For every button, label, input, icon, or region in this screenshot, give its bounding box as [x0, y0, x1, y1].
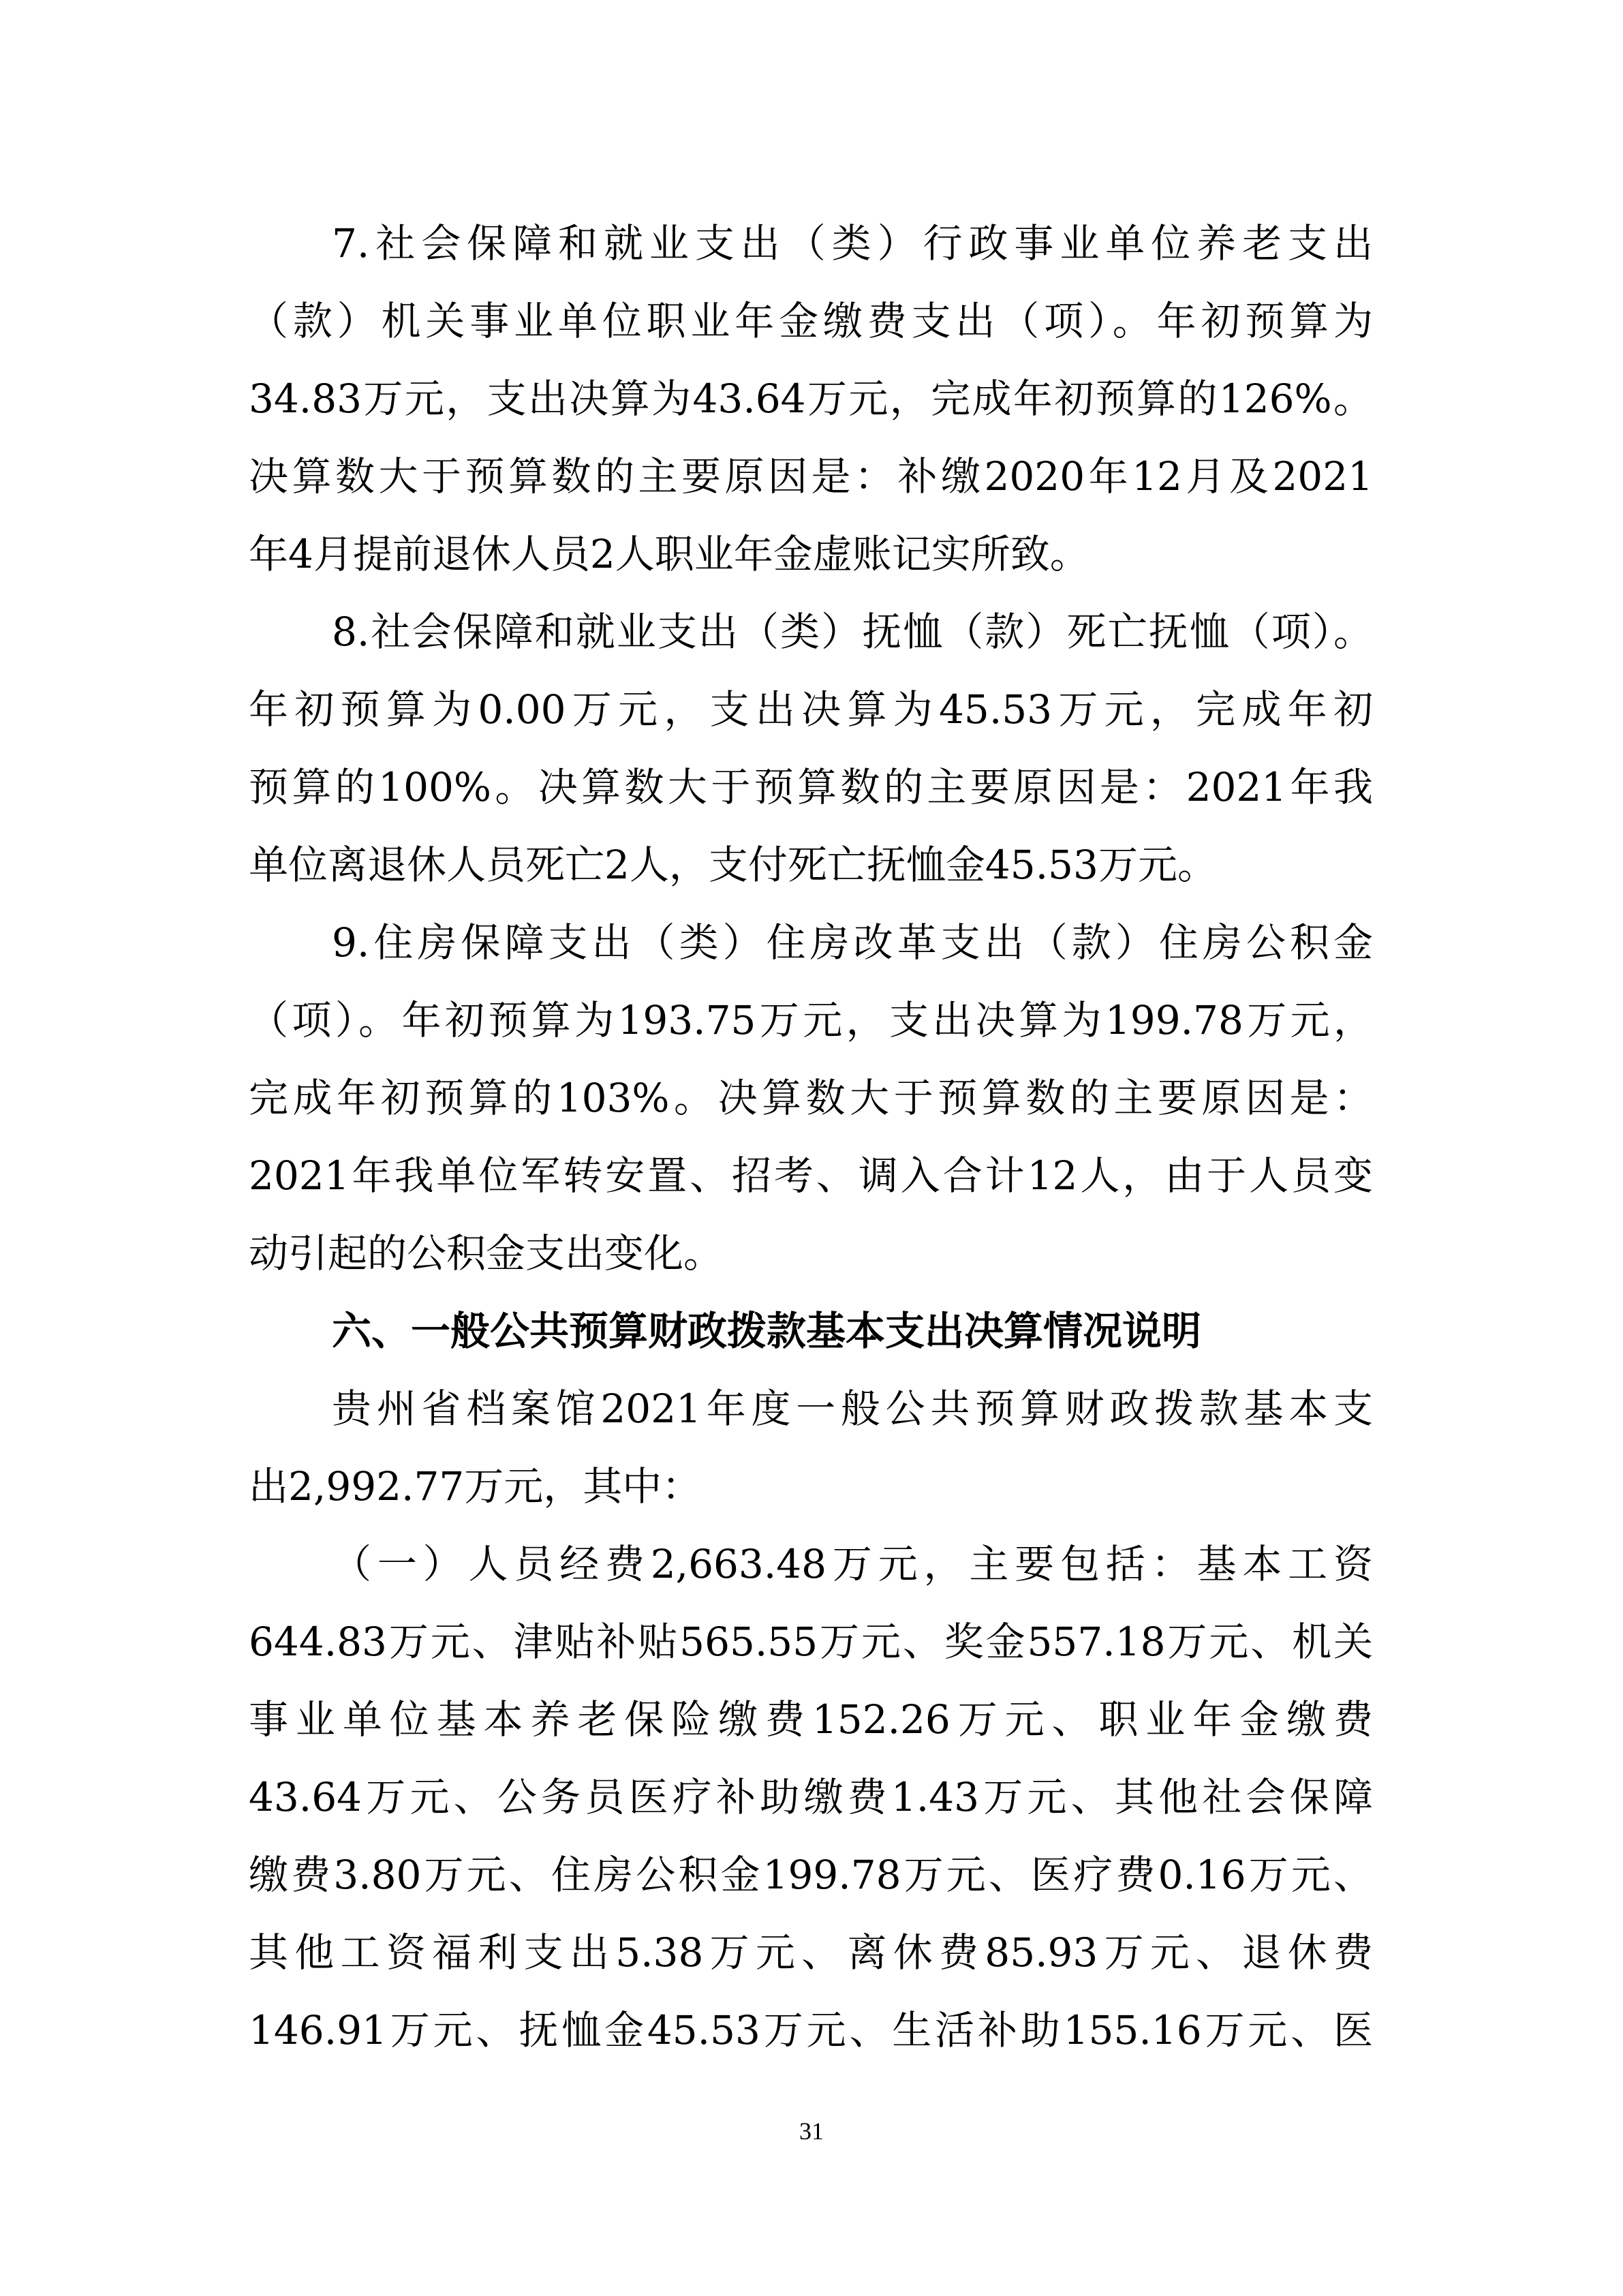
- paragraph-7-line-3: 34.83万元，支出决算为43.64万元，完成年初预算的126%。: [249, 376, 1373, 422]
- paragraph-7-line-1: 7.社会保障和就业支出（类）行政事业单位养老支出: [332, 220, 1373, 266]
- paragraph-7-line-2: （款）机关事业单位职业年金缴费支出（项）。年初预算为: [249, 298, 1373, 344]
- personnel-costs-line-7: 146.91万元、抚恤金45.53万元、生活补助155.16万元、医: [249, 2007, 1373, 2053]
- paragraph-8-line-4: 单位离退休人员死亡2人，支付死亡抚恤金45.53万元。: [249, 842, 1217, 888]
- personnel-costs-line-1: （一）人员经费2,663.48万元，主要包括：基本工资: [332, 1541, 1373, 1587]
- personnel-costs-line-5: 缴费3.80万元、住房公积金199.78万元、医疗费0.16万元、: [249, 1852, 1373, 1898]
- section-intro-line-2: 出2,992.77万元，其中：: [249, 1463, 702, 1510]
- paragraph-7-line-5: 年4月提前退休人员2人职业年金虚账记实所致。: [249, 531, 1089, 577]
- paragraph-9-line-1: 9.住房保障支出（类）住房改革支出（款）住房公积金: [332, 919, 1373, 966]
- paragraph-8-line-1: 8.社会保障和就业支出（类）抚恤（款）死亡抚恤（项）。: [332, 609, 1373, 655]
- section-heading: 六、一般公共预算财政拨款基本支出决算情况说明: [332, 1308, 1202, 1354]
- personnel-costs-line-2: 644.83万元、津贴补贴565.55万元、奖金557.18万元、机关: [249, 1619, 1373, 1665]
- paragraph-9-line-2: （项）。年初预算为193.75万元，支出决算为199.78万元，: [249, 997, 1373, 1043]
- page-number: 31: [799, 2117, 824, 2145]
- personnel-costs-line-4: 43.64万元、公务员医疗补助缴费1.43万元、其他社会保障: [249, 1774, 1373, 1820]
- paragraph-8-line-3: 预算的100%。决算数大于预算数的主要原因是：2021年我: [249, 764, 1373, 810]
- paragraph-7-line-4: 决算数大于预算数的主要原因是：补缴2020年12月及2021: [249, 453, 1373, 500]
- paragraph-9-line-5: 动引起的公积金支出变化。: [249, 1230, 724, 1276]
- personnel-costs-line-3: 事业单位基本养老保险缴费152.26万元、职业年金缴费: [249, 1696, 1373, 1743]
- personnel-costs-line-6: 其他工资福利支出5.38万元、离休费85.93万元、退休费: [249, 1929, 1373, 1976]
- paragraph-9-line-3: 完成年初预算的103%。决算数大于预算数的主要原因是：: [249, 1075, 1373, 1121]
- paragraph-8-line-2: 年初预算为0.00万元，支出决算为45.53万元，完成年初: [249, 686, 1373, 733]
- section-intro-line-1: 贵州省档案馆2021年度一般公共预算财政拨款基本支: [332, 1386, 1373, 1432]
- paragraph-9-line-4: 2021年我单位军转安置、招考、调入合计12人，由于人员变: [249, 1152, 1373, 1199]
